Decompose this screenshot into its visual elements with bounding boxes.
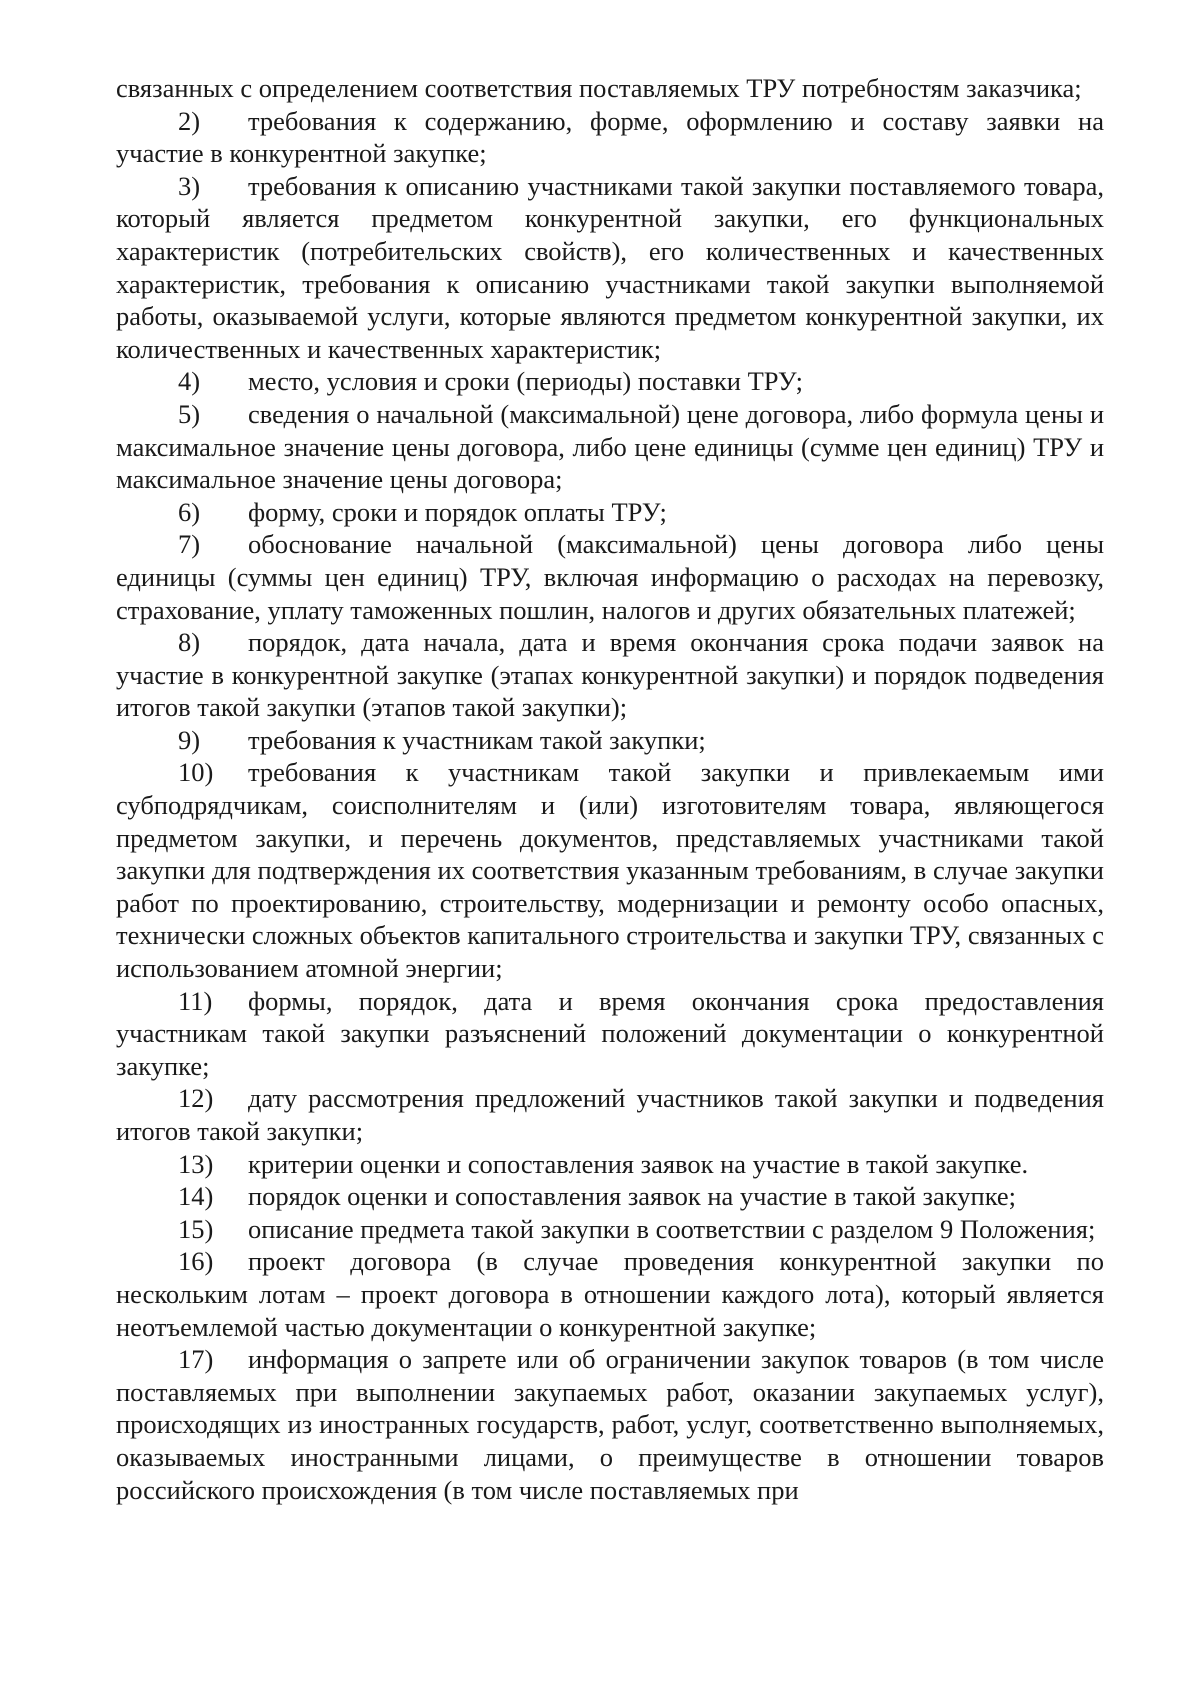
item-number: 13) — [178, 1148, 214, 1179]
item-text: порядок, дата начала, дата и время окончания срока подачи заявок на участие в конкурентной закупке (этапах конкурентной закупки) и порядок подведения итогов такой закупки (этапов такой закупки); — [116, 627, 1104, 723]
list-item-16 — [116, 1245, 1104, 1343]
item-text: требования к содержанию, форме, оформлению и составу заявки на участие в конкурентной закупке; — [116, 105, 1104, 169]
item-number: 7) — [178, 529, 201, 560]
item-number: 10) — [178, 757, 214, 788]
list-item-14 — [116, 1180, 1104, 1213]
item-text: порядок оценки и сопоставления заявок на участие в такой закупке; — [248, 1181, 1017, 1212]
list-item-15 — [116, 1213, 1104, 1246]
item-text: проект договора (в случае проведения конкурентной закупки по нескольким лотам – проект договора в отношении каждого лота), который является неотъемлемой частью документации о конкурентной закупке; — [116, 1246, 1104, 1342]
item-text: формы, порядок, дата и время окончания срока предоставления участникам такой закупки разъяснений положений документации о конкурентной закупке; — [116, 985, 1104, 1081]
item-number: 15) — [178, 1213, 214, 1244]
item-text: сведения о начальной (максимальной) цене договора, либо формула цены и максимальное значение цены договора, либо цене единицы (сумме цен единиц) ТРУ и максимальное значение цены договора; — [116, 398, 1104, 495]
item-number: 2) — [178, 105, 201, 136]
item-number: 14) — [178, 1181, 214, 1212]
item-number: 12) — [178, 1083, 214, 1114]
list-item-17 — [116, 1343, 1104, 1506]
item-number: 5) — [178, 398, 201, 429]
item-number: 4) — [178, 366, 201, 397]
item-number: 16) — [178, 1246, 214, 1277]
list-item-6 — [116, 496, 1104, 529]
item-text: место, условия и сроки (периоды) поставки ТРУ; — [248, 366, 803, 397]
item-text: требования к участникам такой закупки и привлекаемым ими субподрядчикам, соисполнителям и (или) изготовителям товара, являющегося предметом закупки, и перечень документов, представляемых участниками такой закупки для подтверждения их соответствия указанным требованиям, в случае закупки работ по проектированию, строительству, модернизации и ремонту особо опасных, технически сложных объектов капитального строительства и закупки ТРУ, связанных с использованием атомной энергии; — [116, 757, 1104, 984]
item-number: 3) — [178, 170, 201, 201]
item-text: требования к описанию участниками такой закупки поставляемого товара, который является предметом конкурентной закупки, его функциональных характеристик (потребительских свойств), его количественных и качественных характеристик, требования к описанию участниками такой закупки выполняемой работы, оказываемой услуги, которые являются предметом конкурентной закупки, их количественных и качественных характеристик; — [116, 170, 1104, 364]
item-text: информация о запрете или об ограничении закупок товаров (в том числе поставляемых при выполнении закупаемых работ, оказании закупаемых услуг), происходящих из иностранных государств, работ, услуг, соответственно выполняемых, оказываемых иностранными лицами, о преимуществе в отношении товаров российского происхождения (в том числе поставляемых при — [116, 1344, 1104, 1505]
list-item-12 — [116, 1082, 1104, 1147]
list-item-11 — [116, 985, 1104, 1083]
item-text: обоснование начальной (максимальной) цены договора либо цены единицы (суммы цен единиц) ТРУ, включая информацию о расходах на перевозку, страхование, уплату таможенных пошлин, налогов и других обязательных платежей; — [116, 529, 1104, 625]
item-text: критерии оценки и сопоставления заявок на участие в такой закупке. — [248, 1148, 1029, 1179]
list-item-10 — [116, 756, 1104, 984]
item-text: форму, сроки и порядок оплаты ТРУ; — [248, 496, 667, 527]
list-item-5 — [116, 398, 1104, 496]
list-item-7 — [116, 528, 1104, 626]
item-number: 6) — [178, 496, 201, 527]
item-number: 11) — [178, 985, 213, 1016]
list-item-2 — [116, 105, 1104, 170]
item-number: 8) — [178, 627, 201, 658]
list-item-9 — [116, 724, 1104, 757]
document-body — [116, 72, 1104, 1506]
item-number: 17) — [178, 1344, 214, 1375]
list-item-8 — [116, 626, 1104, 724]
list-item-4 — [116, 365, 1104, 398]
list-item-13 — [116, 1148, 1104, 1181]
item-text: дату рассмотрения предложений участников такой закупки и подведения итогов такой закупки; — [116, 1083, 1104, 1146]
list-item-3 — [116, 170, 1104, 366]
continued-paragraph: связанных с определением соответствия поставляемых ТРУ потребностям заказчика; — [116, 73, 1082, 103]
item-text: описание предмета такой закупки в соответствии с разделом 9 Положения; — [248, 1213, 1096, 1244]
item-number: 9) — [178, 724, 201, 755]
item-text: требования к участникам такой закупки; — [248, 724, 706, 755]
